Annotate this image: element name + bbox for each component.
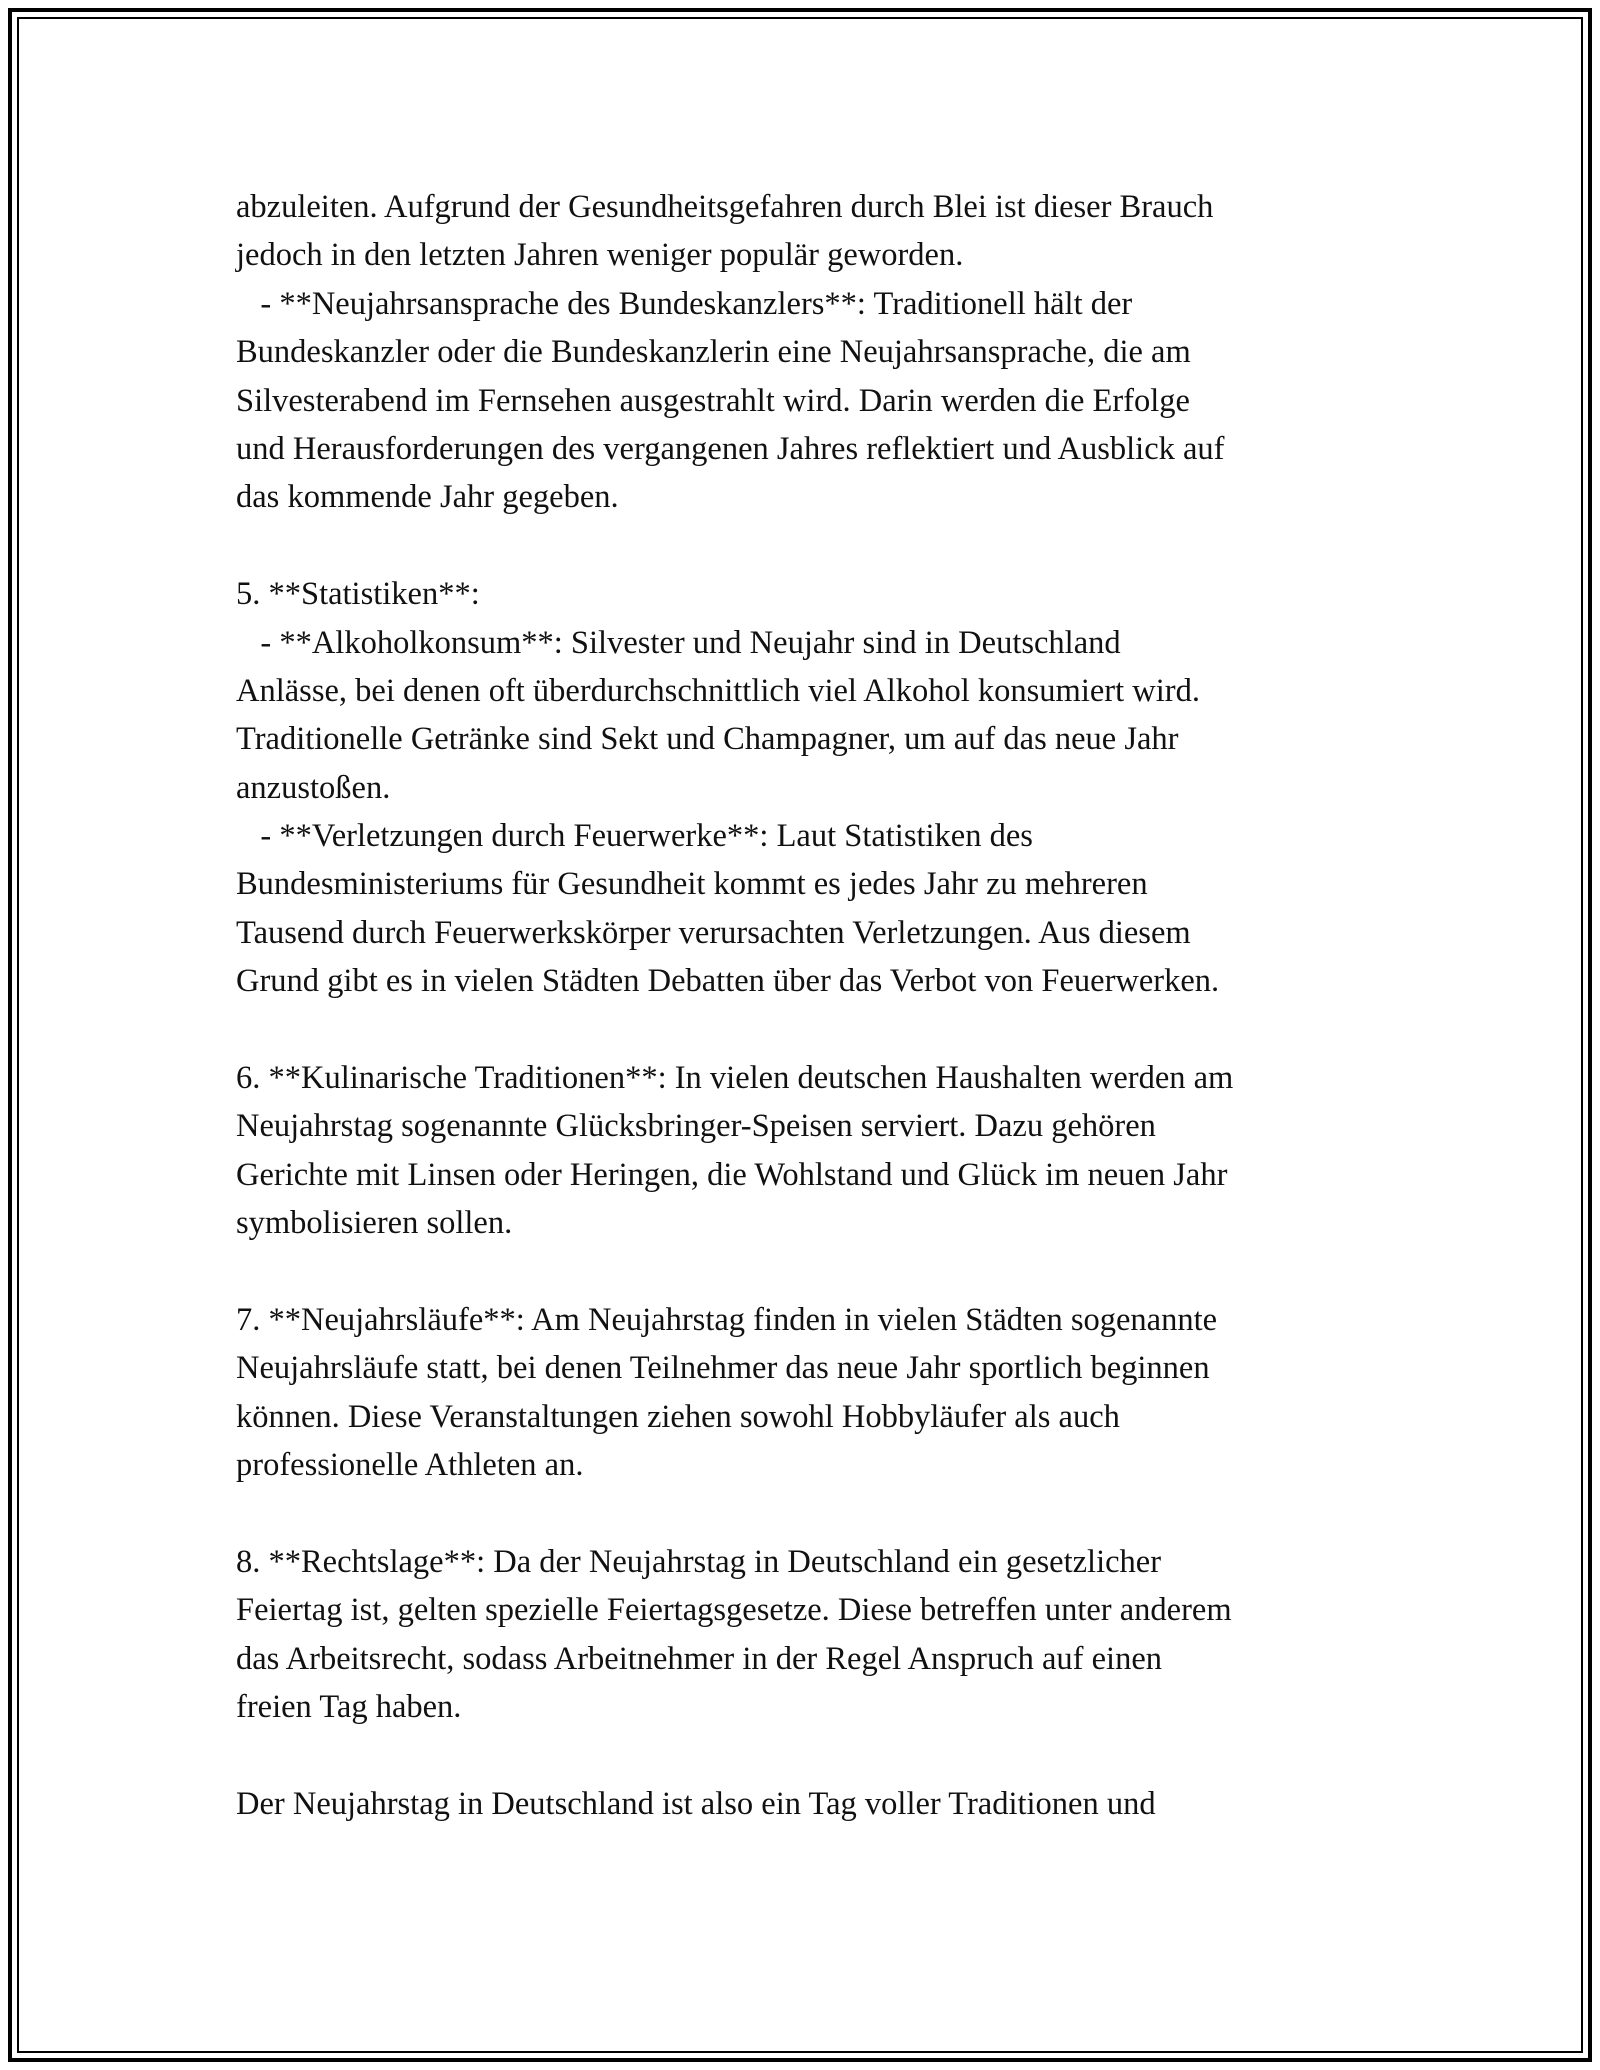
text-line: Traditionelle Getränke sind Sekt und Champagner, um auf das neue Jahr [236,721,1179,758]
text-line: - **Neujahrsansprache des Bundeskanzlers**: Traditionell hält der [236,285,1133,322]
text-line: symbolisieren sollen. [236,1205,513,1242]
text-line: - **Alkoholkonsum**: Silvester und Neujahr sind in Deutschland [236,624,1121,661]
document-body [236,183,1416,1828]
paragraph-gap [236,1248,1416,1296]
text-line: und Herausforderungen des vergangenen Jahres reflektiert und Ausblick auf [236,430,1225,467]
text-line: Neujahrsläufe statt, bei denen Teilnehmer das neue Jahr sportlich beginnen [236,1350,1210,1387]
paragraph-gap [236,1732,1416,1780]
text-line: können. Diese Veranstaltungen ziehen sowohl Hobbyläufer als auch [236,1398,1120,1435]
paragraph-gap [236,1490,1416,1538]
text-line: das Arbeitsrecht, sodass Arbeitnehmer in der Regel Anspruch auf einen [236,1640,1162,1677]
text-line: 8. **Rechtslage**: Da der Neujahrstag in Deutschland ein gesetzlicher [236,1543,1162,1580]
text-line: Gerichte mit Linsen oder Heringen, die Wohlstand und Glück im neuen Jahr [236,1156,1228,1193]
text-line: Der Neujahrstag in Deutschland ist also ein Tag voller Traditionen und [236,1785,1156,1822]
text-line: 7. **Neujahrsläufe**: Am Neujahrstag finden in vielen Städten sogenannte [236,1301,1218,1338]
paragraph-gap [236,522,1416,570]
text-line: Feiertag ist, gelten spezielle Feiertagsgesetze. Diese betreffen unter anderem [236,1592,1232,1629]
text-line: abzuleiten. Aufgrund der Gesundheitsgefahren durch Blei ist dieser Brauch [236,189,1214,225]
text-line: Neujahrstag sogenannte Glücksbringer-Speisen serviert. Dazu gehören [236,1108,1156,1145]
text-line: Grund gibt es in vielen Städten Debatten über das Verbot von Feuerwerken. [236,963,1220,1000]
text-line: professionelle Athleten an. [236,1447,584,1484]
text-line: Bundeskanzler oder die Bundeskanzlerin eine Neujahrsansprache, die am [236,334,1191,371]
text-line: freien Tag haben. [236,1689,462,1726]
paragraph-gap [236,1006,1416,1054]
text-line: 6. **Kulinarische Traditionen**: In vielen deutschen Haushalten werden am [236,1060,1234,1097]
text-line: Anlässe, bei denen oft überdurchschnittlich viel Alkohol konsumiert wird. [236,672,1200,709]
text-line: anzustoßen. [236,769,391,806]
text-line: Tausend durch Feuerwerkskörper verursachten Verletzungen. Aus diesem [236,914,1191,951]
text-line: 5. **Statistiken**: [236,576,480,613]
text-line: - **Verletzungen durch Feuerwerke**: Laut Statistiken des [236,818,1033,855]
text-line: Bundesministeriums für Gesundheit kommt es jedes Jahr zu mehreren [236,866,1148,903]
text-line: jedoch in den letzten Jahren weniger populär geworden. [236,237,964,274]
text-line: Silvesterabend im Fernsehen ausgestrahlt wird. Darin werden die Erfolge [236,382,1190,419]
text-line: das kommende Jahr gegeben. [236,479,619,516]
